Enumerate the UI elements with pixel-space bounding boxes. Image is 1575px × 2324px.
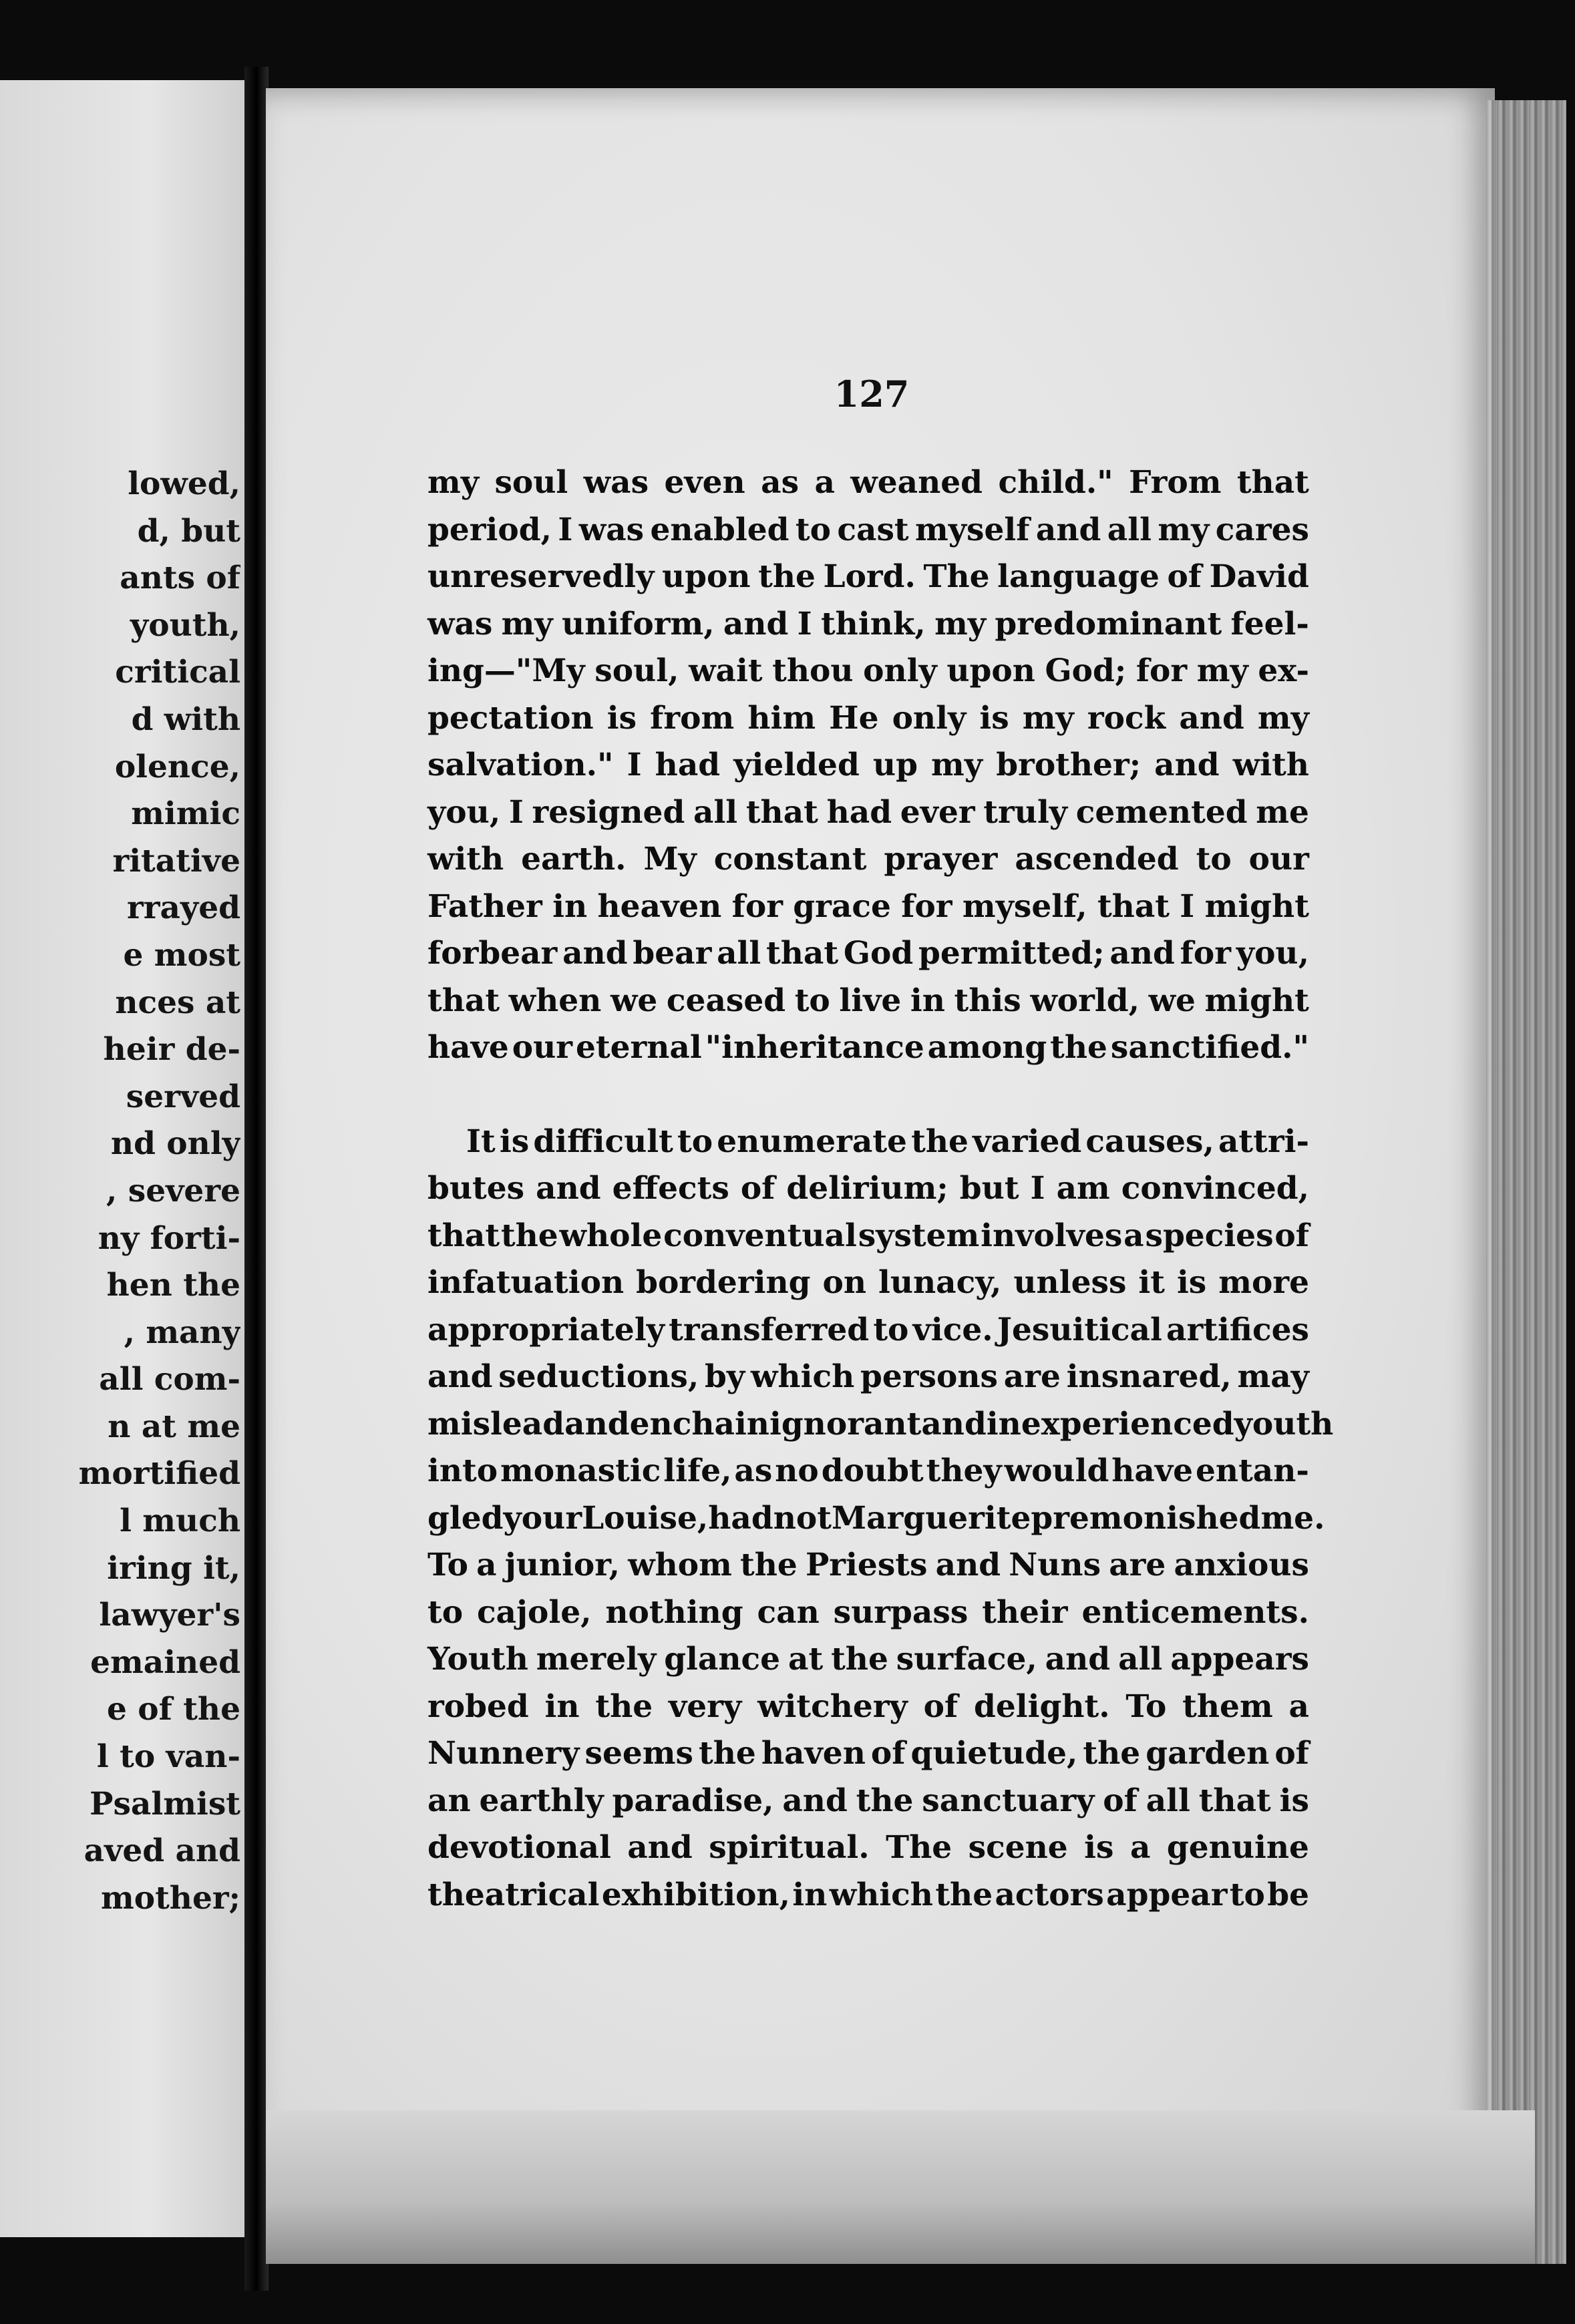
- previous-page-line: ritative: [112, 842, 240, 880]
- previous-page-line: ants of: [120, 560, 240, 597]
- text-line: an earthly paradise, and the sanctuary of all that is: [427, 1782, 1309, 1819]
- text-line: into monastic life, as no doubt they would have entan-: [427, 1452, 1309, 1489]
- previous-page-line: n at me: [108, 1408, 240, 1445]
- previous-page-line: , many: [124, 1314, 240, 1351]
- previous-page-line: lowed,: [128, 465, 240, 502]
- previous-page: [0, 80, 247, 2237]
- previous-page-line: iring it,: [107, 1549, 240, 1587]
- previous-page-line: e of the: [107, 1691, 240, 1728]
- text-line: with earth. My constant prayer ascended to our: [427, 841, 1309, 878]
- previous-page-line: heir de-: [103, 1031, 240, 1069]
- previous-page-line: served: [126, 1078, 240, 1115]
- previous-page-line: d, but: [137, 512, 240, 550]
- previous-page-line: nd only: [110, 1125, 240, 1163]
- text-line: pectation is from him He only is my rock and my: [427, 699, 1309, 737]
- paragraph-2: [427, 1119, 1334, 1919]
- previous-page-line: mortified: [78, 1455, 240, 1493]
- text-line: my soul was even as a weaned child." From that: [427, 464, 1309, 501]
- previous-page-line: youth,: [130, 606, 240, 644]
- text-line: It is difficult to enumerate the varied causes, attri-: [466, 1123, 1309, 1160]
- previous-page-line: l much: [120, 1503, 240, 1540]
- text-line: gled your Louise, had not Marguerite premonished me.: [427, 1499, 1325, 1537]
- text-line: robed in the very witchery of delight. To them a: [427, 1688, 1309, 1725]
- previous-page-line: nces at: [115, 984, 240, 1021]
- text-line: appropriately transferred to vice. Jesuitical artifices: [427, 1311, 1309, 1348]
- text-line: butes and effects of delirium; but I am convinced,: [427, 1170, 1309, 1207]
- text-line: that when we ceased to live in this world, we might: [427, 982, 1309, 1019]
- text-line: salvation." I had yielded up my brother; and with: [427, 747, 1309, 783]
- previous-page-line: aved and: [83, 1832, 240, 1870]
- text-line: that the whole conventual system involves a species of: [427, 1217, 1309, 1254]
- text-line: mislead and enchain ignorant and inexperienced youth: [427, 1405, 1334, 1442]
- paragraph-1: [427, 459, 1309, 1072]
- book-gutter: [244, 67, 269, 2291]
- previous-page-line: lawyer's: [99, 1597, 240, 1634]
- text-line: Father in heaven for grace for myself, that I might: [427, 888, 1309, 925]
- previous-page-line: emained: [90, 1643, 240, 1681]
- previous-page-line: mimic: [131, 795, 240, 833]
- previous-page-line: ny forti-: [98, 1219, 240, 1257]
- text-line: ing—"My soul, wait thou only upon God; for my ex-: [427, 652, 1309, 689]
- previous-page-text: [0, 461, 240, 1922]
- text-line: you, I resigned all that had ever truly cemented me: [427, 793, 1309, 831]
- page-body: [427, 459, 1334, 1919]
- previous-page-line: , severe: [106, 1172, 240, 1209]
- previous-page-line: e most: [123, 936, 240, 974]
- text-line: was my uniform, and I think, my predominant feel-: [427, 605, 1309, 642]
- text-line: forbear and bear all that God permitted; and for you,: [427, 935, 1309, 972]
- previous-page-line: d with: [131, 701, 240, 738]
- text-line: unreservedly upon the Lord. The language of David: [427, 558, 1309, 595]
- text-line: theatrical exhibition, in which the actors appear to be: [427, 1876, 1309, 1913]
- previous-page-line: hen the: [106, 1267, 240, 1304]
- text-line: infatuation bordering on lunacy, unless it is more: [427, 1264, 1309, 1301]
- previous-page-line: all com-: [99, 1361, 240, 1398]
- text-line: have our eternal "inheritance among the sanctified.": [427, 1029, 1309, 1066]
- text-line: period, I was enabled to cast myself and all my cares: [427, 511, 1309, 548]
- previous-page-line: mother;: [101, 1879, 240, 1917]
- text-line: Youth merely glance at the surface, and all appears: [427, 1641, 1309, 1678]
- text-line: and seductions, by which persons are insnared, may: [427, 1358, 1309, 1395]
- previous-page-line: olence,: [114, 748, 240, 785]
- text-line: To a junior, whom the Priests and Nuns are anxious: [427, 1547, 1309, 1583]
- text-line: to cajole, nothing can surpass their enticements.: [427, 1593, 1309, 1631]
- text-line: devotional and spiritual. The scene is a genuine: [427, 1829, 1309, 1866]
- page-bottom-edge: [266, 2110, 1535, 2264]
- previous-page-line: critical: [115, 654, 240, 691]
- previous-page-line: l to van-: [96, 1738, 240, 1776]
- page-number: 127: [834, 373, 910, 415]
- page-edges: [1486, 100, 1566, 2264]
- previous-page-line: rrayed: [126, 890, 240, 927]
- text-line: Nunnery seems the haven of quietude, the garden of: [427, 1735, 1309, 1772]
- previous-page-line: Psalmist: [90, 1785, 240, 1822]
